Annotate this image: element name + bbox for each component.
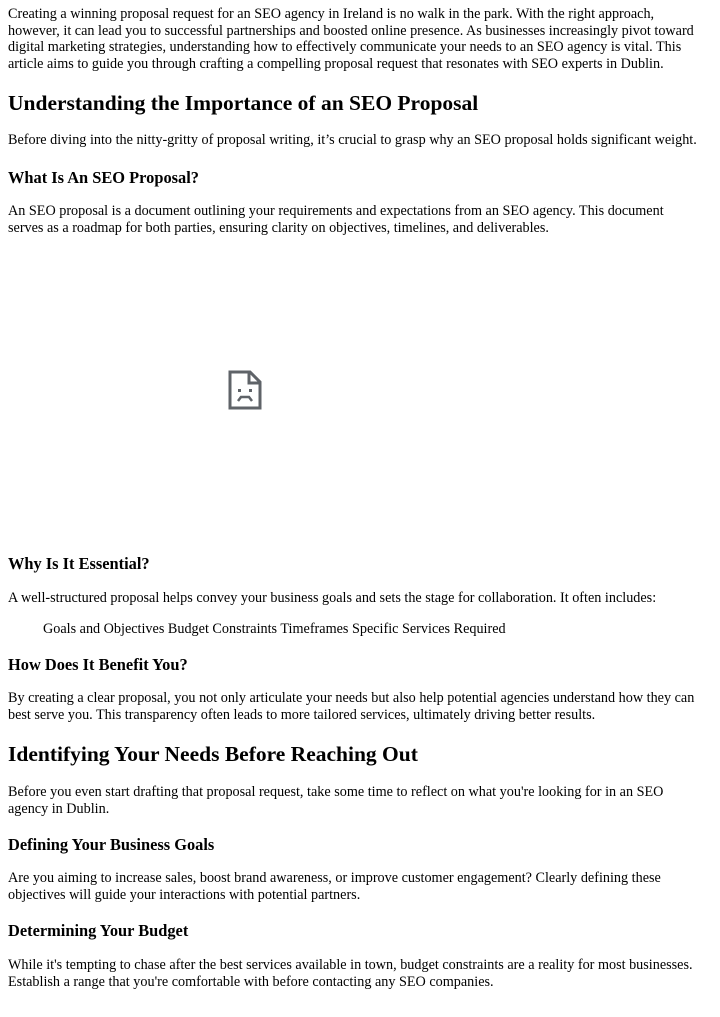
heading-what-is: What Is An SEO Proposal? — [8, 168, 199, 187]
list-item: Specific Services Required — [351, 621, 506, 637]
budget-line: While it's tempting to chase after the best services available in town, budget constraints are a reality for most businesses. — [8, 957, 693, 973]
needs-line: Before you even start drafting that proposal request, take some time to reflect on what you're looking for in an SEO — [8, 784, 664, 800]
what-is-paragraph — [8, 203, 664, 236]
goals-paragraph — [8, 870, 661, 903]
needs-line: agency in Dublin. — [8, 800, 110, 817]
benefit-line: By creating a clear proposal, you not only articulate your needs but also help potential agencies understand how they can — [8, 690, 695, 706]
benefit-line: best serve you. This transparency often leads to more tailored services, ultimately driving better results. — [8, 706, 596, 723]
what-is-line: serves as a roadmap for both parties, ensuring clarity on objectives, timelines, and deliverables. — [8, 219, 549, 236]
needs-paragraph — [8, 784, 663, 817]
intro-paragraph — [8, 6, 694, 72]
heading-benefit: How Does It Benefit You? — [8, 655, 188, 674]
intro-line: digital marketing strategies, understanding how to effectively communicate your needs to an SEO agency is vital. This — [8, 39, 682, 55]
goals-line: Are you aiming to increase sales, boost brand awareness, or improve customer engagement? Clearly defining these — [8, 870, 661, 886]
intro-line: however, it can lead you to successful partnerships and boosted online presence. As businesses increasingly pivot toward — [8, 22, 694, 39]
heading-goals: Defining Your Business Goals — [8, 835, 215, 854]
heading-why-essential: Why Is It Essential? — [8, 554, 150, 573]
budget-paragraph — [8, 957, 693, 990]
why-essential-paragraph: A well-structured proposal helps convey your business goals and sets the stage for collaboration. It often includes: — [8, 590, 657, 606]
benefit-paragraph — [8, 690, 694, 723]
intro-line: Creating a winning proposal request for an SEO agency in Ireland is no walk in the park. With the right approach, — [8, 6, 655, 22]
what-is-line: An SEO proposal is a document outlining your requirements and expectations from an SEO agency. This document — [8, 203, 664, 219]
list-item: Goals and Objectives — [43, 621, 165, 637]
includes-list — [43, 621, 506, 638]
broken-image-icon — [228, 370, 262, 410]
heading-needs: Identifying Your Needs Before Reaching Out — [8, 742, 418, 766]
list-item: Timeframes — [280, 621, 349, 637]
goals-line: objectives will guide your interactions with potential partners. — [8, 886, 361, 903]
heading-budget: Determining Your Budget — [8, 921, 189, 940]
importance-paragraph: Before diving into the nitty-gritty of proposal writing, it’s crucial to grasp why an SEO proposal holds significant weight. — [8, 132, 697, 148]
intro-line: article aims to guide you through crafting a compelling proposal request that resonates with SEO experts in Dublin. — [8, 55, 664, 72]
heading-importance: Understanding the Importance of an SEO Proposal — [8, 91, 479, 115]
budget-line: Establish a range that you're comfortable with before contacting any SEO companies. — [8, 973, 494, 990]
list-item: Budget Constraints — [167, 621, 278, 637]
